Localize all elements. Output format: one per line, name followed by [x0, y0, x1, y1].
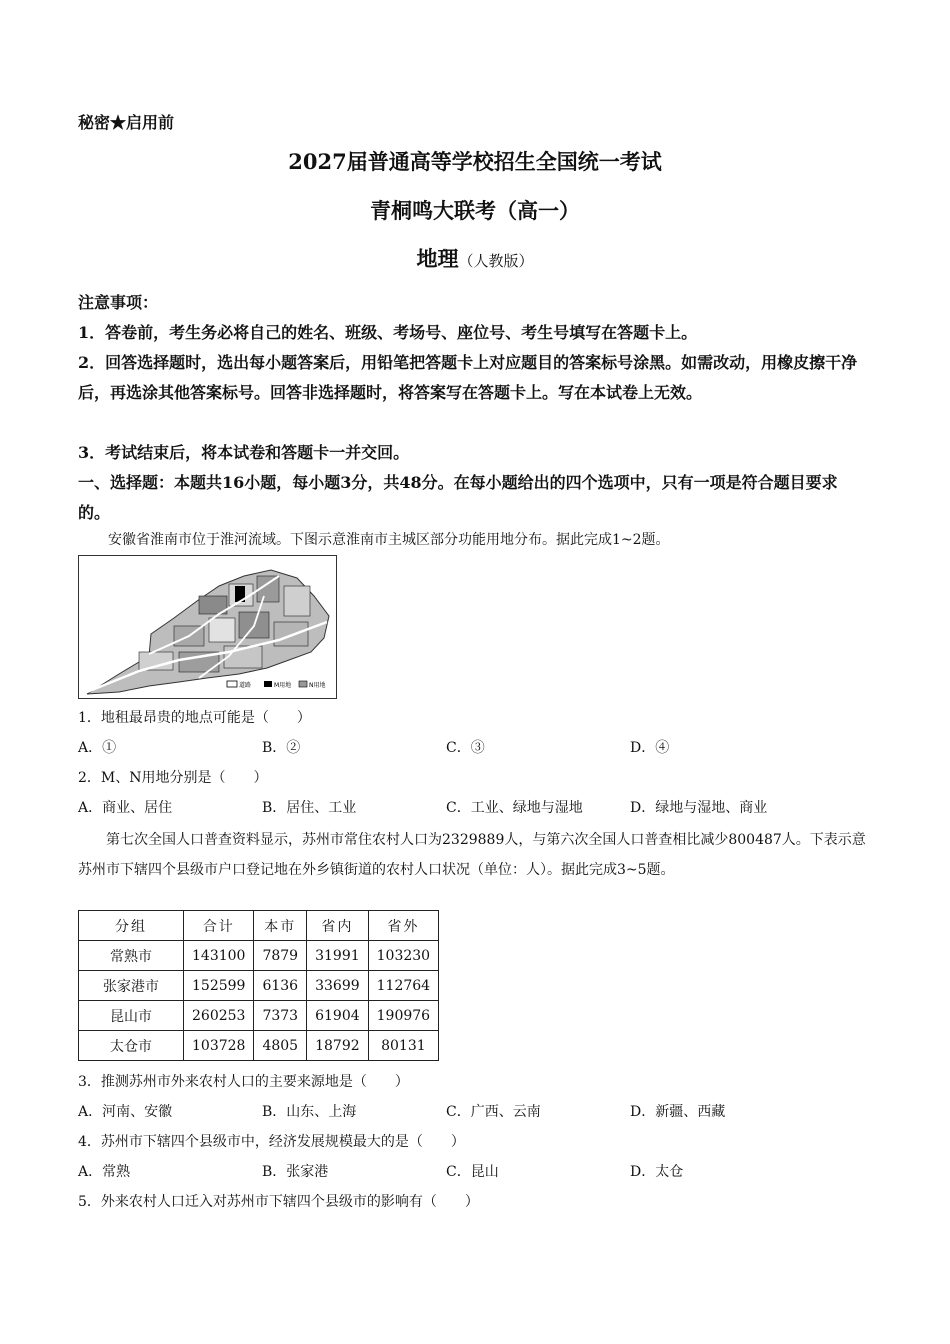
table-cell: 31991 — [307, 941, 369, 971]
q2-option-d: D．绿地与湿地、商业 — [630, 800, 768, 816]
table-cell: 4805 — [254, 1031, 307, 1061]
table-cell: 太仓市 — [79, 1031, 184, 1061]
table-header-cell: 分组 — [79, 911, 184, 941]
table-cell: 260253 — [184, 1001, 254, 1031]
subject-name: 地理 — [416, 246, 459, 271]
subject-title — [0, 243, 950, 273]
table-header-cell: 合计 — [184, 911, 254, 941]
q3-option-a: A．河南、安徽 — [78, 1104, 173, 1120]
table-cell: 昆山市 — [79, 1001, 184, 1031]
secret-label: 秘密★启用前 — [78, 113, 175, 132]
notice-item-3: 3．考试结束后，将本试卷和答题卡一并交回。 — [78, 443, 410, 462]
question-4-stem: 4．苏州市下辖四个县级市中，经济发展规模最大的是（ ） — [78, 1134, 465, 1150]
legend-road-label: 道路 — [239, 682, 252, 689]
legend-road-swatch — [227, 681, 237, 687]
q2-option-a: A．商业、居住 — [78, 800, 173, 816]
table-cell: 103728 — [184, 1031, 254, 1061]
question-5-stem: 5．外来农村人口迁入对苏州市下辖四个县级市的影响有（ ） — [78, 1194, 479, 1210]
q3-option-b: B．山东、上海 — [262, 1104, 357, 1120]
table-cell: 80131 — [368, 1031, 438, 1061]
q4-option-d: D．太仓 — [630, 1164, 684, 1180]
table-cell: 7879 — [254, 941, 307, 971]
legend-m-label: M用地 — [274, 682, 292, 689]
table-header-cell: 本市 — [254, 911, 307, 941]
table-header-cell: 省外 — [368, 911, 438, 941]
table-row — [79, 1001, 439, 1031]
city-land-use-map — [78, 555, 337, 699]
exam-title: 2027届普通高等学校招生全国统一考试 — [288, 149, 662, 174]
table-cell: 常熟市 — [79, 941, 184, 971]
q2-option-c: C．工业、绿地与湿地 — [446, 800, 583, 816]
section-heading: 一、选择题：本题共16小题，每小题3分，共48分。在每小题给出的四个选项中，只有一项是符合题目要求的。 — [78, 473, 838, 522]
table-row — [79, 971, 439, 1001]
q4-option-c: C．昆山 — [446, 1164, 499, 1180]
q1-option-a: A．① — [78, 740, 117, 756]
table-cell: 112764 — [368, 971, 438, 1001]
legend-m-swatch — [264, 681, 272, 687]
table-cell: 6136 — [254, 971, 307, 1001]
table-header-row — [79, 911, 439, 941]
q1-option-b: B．② — [262, 740, 301, 756]
question-1-stem: 1．地租最昂贵的地点可能是（ ） — [78, 710, 311, 726]
q1-option-c: C．③ — [446, 740, 485, 756]
notice-item-1: 1．答卷前，考生务必将自己的姓名、班级、考场号、座位号、考生号填写在答题卡上。 — [78, 323, 698, 342]
exam-subtitle: 青桐鸣大联考（高一） — [370, 198, 580, 223]
legend-n-swatch — [299, 681, 307, 687]
notice-heading: 注意事项： — [78, 293, 159, 312]
legend-n-label: N用地 — [309, 682, 326, 689]
table-row — [79, 941, 439, 971]
table-cell: 18792 — [307, 1031, 369, 1061]
table-cell: 张家港市 — [79, 971, 184, 1001]
q1-option-d: D．④ — [630, 740, 670, 756]
map-block — [284, 586, 310, 616]
q2-option-b: B．居住、工业 — [262, 800, 357, 816]
map-figure — [79, 556, 336, 698]
edition-label: （人教版） — [458, 252, 534, 270]
table-cell: 143100 — [184, 941, 254, 971]
table-cell: 152599 — [184, 971, 254, 1001]
question-2-stem: 2．M、N用地分别是（ ） — [78, 770, 268, 786]
notice-item-2: 2．回答选择题时，选出每小题答案后，用铅笔把答题卡上对应题目的答案标号涂黑。如需改动，用橡皮擦干净后，再选涂其他答案标号。回答非选择题时，将答案写在答题卡上。写在本试卷上无效。 — [78, 353, 858, 402]
intro-paragraph-1: 安徽省淮南市位于淮河流域。下图示意淮南市主城区部分功能用地分布。据此完成1~2题。 — [108, 532, 670, 548]
table-header-cell: 省内 — [307, 911, 369, 941]
table-cell: 7373 — [254, 1001, 307, 1031]
intro-paragraph-2: 第七次全国人口普查资料显示，苏州市常住农村人口为2329889人，与第六次全国人口普查相比减少800487人。下表示意苏州市下辖四个县级市户口登记地在外乡镇街道的农村人口状况（单位：人）。据此完成3~5题。 — [78, 832, 866, 878]
q4-option-b: B．张家港 — [262, 1164, 329, 1180]
population-table — [78, 910, 439, 1061]
q3-option-d: D．新疆、西藏 — [630, 1104, 726, 1120]
table-cell: 103230 — [368, 941, 438, 971]
table-cell: 33699 — [307, 971, 369, 1001]
map-block — [274, 622, 308, 646]
q4-option-a: A．常熟 — [78, 1164, 131, 1180]
table-cell: 190976 — [368, 1001, 438, 1031]
q3-option-c: C．广西、云南 — [446, 1104, 541, 1120]
map-block — [209, 618, 235, 642]
question-3-stem: 3．推测苏州市外来农村人口的主要来源地是（ ） — [78, 1074, 409, 1090]
table-row — [79, 1031, 439, 1061]
table-cell: 61904 — [307, 1001, 369, 1031]
